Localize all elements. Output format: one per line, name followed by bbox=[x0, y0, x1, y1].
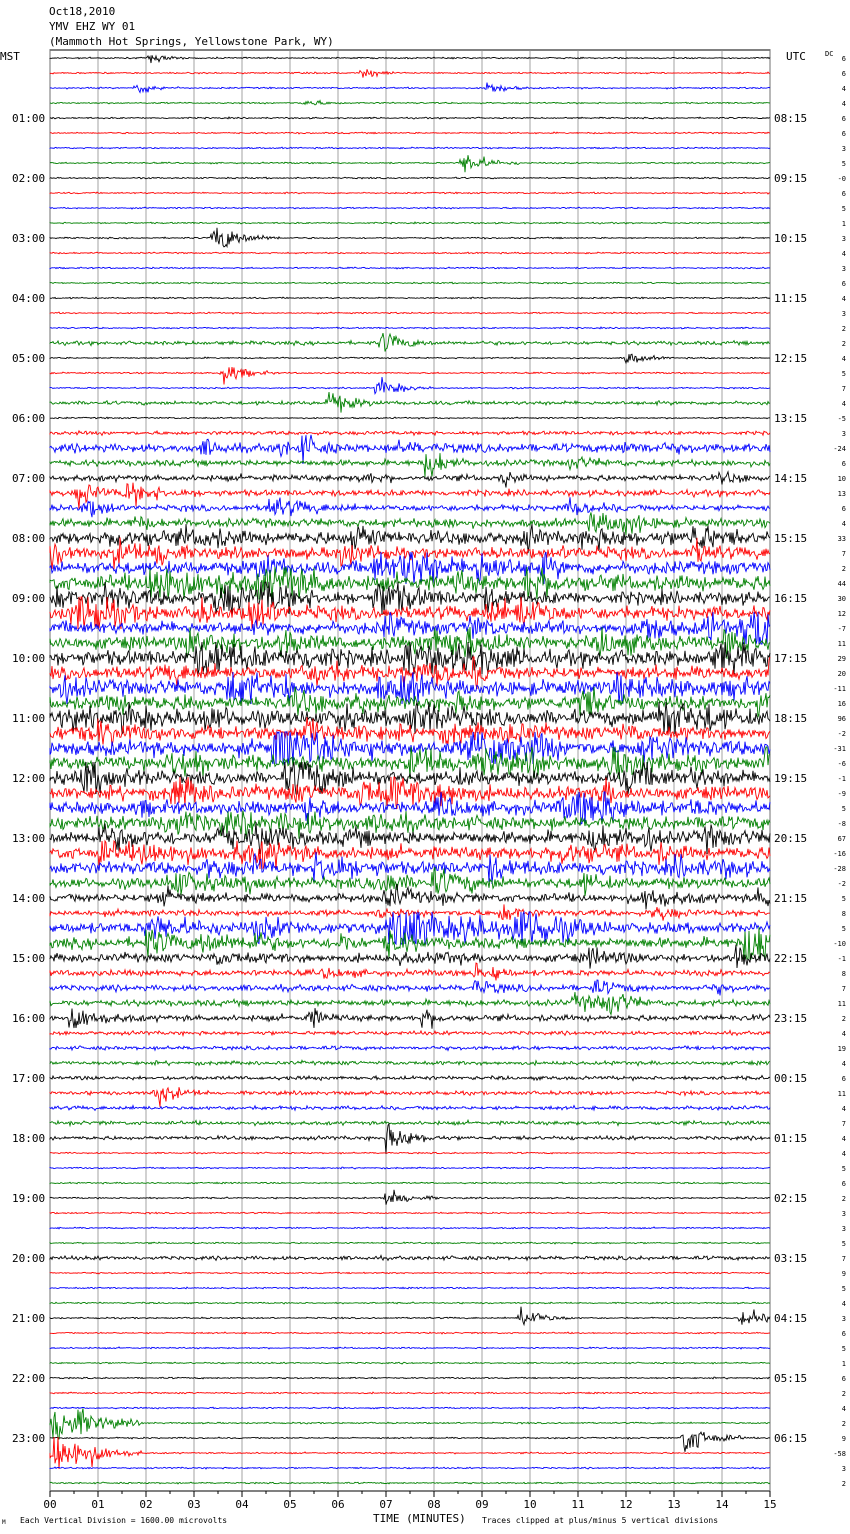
x-tick-label: 01 bbox=[91, 1498, 105, 1511]
utc-hour-label: 20:15 bbox=[774, 832, 808, 845]
dc-offset-label: 30 bbox=[837, 595, 846, 603]
utc-hour-label: 18:15 bbox=[774, 712, 808, 725]
mst-hour-label: 22:00 bbox=[12, 1372, 46, 1385]
dc-offset-label: 7 bbox=[841, 385, 846, 393]
dc-offset-label: 4 bbox=[841, 1405, 846, 1413]
scale-note: Each Vertical Division = 1600.00 microvolts bbox=[20, 1516, 228, 1525]
dc-offset-label: -16 bbox=[833, 850, 846, 858]
dc-offset-label: 4 bbox=[841, 1030, 846, 1038]
seismic-trace bbox=[50, 945, 770, 969]
dc-offset-label: 4 bbox=[841, 100, 846, 108]
utc-hour-label: 02:15 bbox=[774, 1192, 808, 1205]
mst-hour-label: 01:00 bbox=[12, 112, 46, 125]
plot-date: Oct18,2010 bbox=[49, 5, 116, 18]
utc-hour-label: 12:15 bbox=[774, 352, 808, 365]
seismic-trace bbox=[50, 1227, 770, 1229]
seismic-trace bbox=[50, 1332, 770, 1334]
mst-hour-label: 18:00 bbox=[12, 1132, 46, 1145]
mst-hour-label: 13:00 bbox=[12, 832, 46, 845]
dc-offset-label: 1 bbox=[841, 220, 846, 228]
dc-offset-label: 16 bbox=[837, 700, 846, 708]
dc-offset-label: 6 bbox=[841, 1075, 846, 1083]
dc-offset-label: 6 bbox=[841, 1180, 846, 1188]
seismic-trace bbox=[50, 497, 770, 517]
x-tick-label: 02 bbox=[139, 1498, 153, 1511]
dc-offset-label: 3 bbox=[841, 1225, 846, 1233]
seismic-trace bbox=[50, 155, 770, 172]
dc-offset-label: 8 bbox=[841, 970, 846, 978]
seismic-trace bbox=[50, 327, 770, 329]
mst-hour-label: 02:00 bbox=[12, 172, 46, 185]
x-tick-label: 09 bbox=[475, 1498, 489, 1511]
utc-hour-label: 19:15 bbox=[774, 772, 808, 785]
seismic-trace bbox=[50, 312, 770, 314]
dc-offset-label: 7 bbox=[841, 985, 846, 993]
dc-offset-label: 11 bbox=[837, 640, 846, 648]
x-tick-label: 13 bbox=[667, 1498, 681, 1511]
seismic-trace bbox=[50, 435, 770, 464]
dc-offset-label: 6 bbox=[841, 115, 846, 123]
utc-hour-label: 00:15 bbox=[774, 1072, 808, 1085]
dc-offset-label: 2 bbox=[841, 1480, 846, 1488]
seismic-trace bbox=[50, 1377, 770, 1379]
mst-hour-label: 20:00 bbox=[12, 1252, 46, 1265]
mst-hour-label: 23:00 bbox=[12, 1432, 46, 1445]
seismic-trace bbox=[50, 1031, 770, 1036]
x-tick-label: 15 bbox=[763, 1498, 777, 1511]
utc-hour-label: 01:15 bbox=[774, 1132, 808, 1145]
dc-offset-label: 9 bbox=[841, 1435, 846, 1443]
x-tick-label: 07 bbox=[379, 1498, 393, 1511]
seismic-trace bbox=[50, 55, 770, 63]
axis-labels bbox=[0, 50, 846, 1526]
seismic-trace bbox=[50, 222, 770, 224]
dc-offset-label: 96 bbox=[837, 715, 846, 723]
seismic-trace bbox=[50, 117, 770, 119]
dc-label: DC bbox=[825, 50, 834, 58]
dc-offset-label: 3 bbox=[841, 235, 846, 243]
seismic-trace bbox=[50, 963, 770, 980]
x-tick-label: 14 bbox=[715, 1498, 729, 1511]
dc-offset-label: 5 bbox=[841, 805, 846, 813]
seismic-trace bbox=[50, 297, 770, 299]
seismic-trace bbox=[50, 1046, 770, 1051]
seismic-trace bbox=[50, 69, 770, 77]
dc-offset-label: 2 bbox=[841, 1195, 846, 1203]
seismic-trace bbox=[50, 207, 770, 209]
seismic-trace bbox=[50, 147, 770, 149]
seismic-trace bbox=[50, 1408, 770, 1439]
seismic-trace bbox=[50, 1008, 770, 1029]
dc-offset-label: 3 bbox=[841, 1465, 846, 1473]
seismic-trace bbox=[50, 472, 770, 488]
dc-offset-label: 11 bbox=[837, 1090, 846, 1098]
dc-offset-label: -2 bbox=[837, 730, 846, 738]
seismic-trace bbox=[50, 841, 770, 869]
seismic-trace bbox=[50, 552, 770, 584]
mst-hour-label: 19:00 bbox=[12, 1192, 46, 1205]
dc-offset-label: 6 bbox=[841, 70, 846, 78]
utc-hour-label: 16:15 bbox=[774, 592, 808, 605]
dc-offset-label: -6 bbox=[837, 760, 846, 768]
seismic-trace bbox=[50, 1087, 770, 1107]
seismic-trace bbox=[50, 1182, 770, 1184]
x-tick-label: 12 bbox=[619, 1498, 633, 1511]
utc-hour-label: 15:15 bbox=[774, 532, 808, 545]
seismic-trace bbox=[50, 1152, 770, 1154]
mst-hour-label: 08:00 bbox=[12, 532, 46, 545]
seismic-trace bbox=[50, 267, 770, 269]
dc-offset-label: 3 bbox=[841, 265, 846, 273]
plot-location: (Mammoth Hot Springs, Yellowstone Park, WY) bbox=[49, 35, 334, 48]
dc-offset-label: 20 bbox=[837, 670, 846, 678]
seismic-trace bbox=[50, 228, 770, 247]
dc-offset-label: -8 bbox=[837, 820, 846, 828]
mst-hour-label: 12:00 bbox=[12, 772, 46, 785]
left-axis-label: MST bbox=[0, 50, 20, 63]
dc-offset-label: 6 bbox=[841, 280, 846, 288]
utc-hour-label: 17:15 bbox=[774, 652, 808, 665]
mst-hour-label: 21:00 bbox=[12, 1312, 46, 1325]
dc-offset-label: 6 bbox=[841, 130, 846, 138]
seismic-trace bbox=[50, 1060, 770, 1065]
x-tick-label: 08 bbox=[427, 1498, 441, 1511]
x-axis-label: TIME (MINUTES) bbox=[373, 1512, 466, 1525]
dc-offset-label: 8 bbox=[841, 910, 846, 918]
seismic-trace bbox=[50, 717, 770, 746]
dc-offset-label: 4 bbox=[841, 85, 846, 93]
mst-hour-label: 07:00 bbox=[12, 472, 46, 485]
clip-note: Traces clipped at plus/minus 5 vertical divisions bbox=[482, 1516, 719, 1525]
dc-offset-label: 6 bbox=[841, 1375, 846, 1383]
dc-offset-label: 2 bbox=[841, 325, 846, 333]
seismic-trace bbox=[50, 252, 770, 254]
x-tick-label: 06 bbox=[331, 1498, 345, 1511]
mst-hour-label: 14:00 bbox=[12, 892, 46, 905]
mst-hour-label: 06:00 bbox=[12, 412, 46, 425]
utc-hour-label: 05:15 bbox=[774, 1372, 808, 1385]
utc-hour-label: 03:15 bbox=[774, 1252, 808, 1265]
dc-offset-label: 6 bbox=[841, 460, 846, 468]
seismic-trace bbox=[50, 1190, 770, 1205]
right-axis-label: UTC bbox=[786, 50, 806, 63]
dc-offset-label: 5 bbox=[841, 205, 846, 213]
mst-hour-label: 03:00 bbox=[12, 232, 46, 245]
dc-offset-label: 5 bbox=[841, 1240, 846, 1248]
dc-offset-label: 5 bbox=[841, 895, 846, 903]
dc-offset-label: 5 bbox=[841, 1165, 846, 1173]
seismic-trace bbox=[50, 1256, 770, 1261]
x-tick-label: 03 bbox=[187, 1498, 201, 1511]
utc-hour-label: 14:15 bbox=[774, 472, 808, 485]
seismic-trace bbox=[50, 1482, 770, 1484]
seismic-trace bbox=[50, 1467, 770, 1469]
dc-offset-label: 5 bbox=[841, 370, 846, 378]
dc-offset-label: 1 bbox=[841, 1360, 846, 1368]
seismic-trace bbox=[50, 1076, 770, 1081]
dc-offset-label: -1 bbox=[837, 775, 846, 783]
dc-offset-label: 3 bbox=[841, 310, 846, 318]
seismic-trace bbox=[50, 1362, 770, 1364]
mst-hour-label: 04:00 bbox=[12, 292, 46, 305]
dc-offset-label: 4 bbox=[841, 520, 846, 528]
seismic-trace bbox=[50, 282, 770, 284]
dc-offset-label: 4 bbox=[841, 1105, 846, 1113]
seismic-trace bbox=[50, 1212, 770, 1214]
dc-offset-label: 3 bbox=[841, 430, 846, 438]
dc-offset-label: 7 bbox=[841, 1255, 846, 1263]
seismic-trace bbox=[50, 672, 770, 704]
seismic-trace bbox=[50, 1347, 770, 1349]
seismic-trace bbox=[50, 101, 770, 105]
plot-station: YMV EHZ WY 01 bbox=[49, 20, 136, 33]
dc-offset-label: 11 bbox=[837, 1000, 846, 1008]
seismic-trace bbox=[50, 177, 770, 179]
seismic-trace bbox=[50, 1167, 770, 1169]
dc-offset-label: 4 bbox=[841, 1135, 846, 1143]
seismic-trace bbox=[50, 367, 770, 384]
seismic-trace bbox=[50, 927, 770, 959]
dc-offset-label: -7 bbox=[837, 625, 846, 633]
dc-offset-label: 13 bbox=[837, 490, 846, 498]
seismic-trace bbox=[50, 992, 770, 1014]
dc-offset-label: -28 bbox=[833, 865, 846, 873]
seismic-trace bbox=[50, 884, 770, 909]
dc-offset-label: -31 bbox=[833, 745, 846, 753]
seismic-trace bbox=[50, 1287, 770, 1289]
seismic-trace bbox=[50, 1272, 770, 1274]
dc-offset-label: 2 bbox=[841, 1390, 846, 1398]
dc-offset-label: -11 bbox=[833, 685, 846, 693]
seismic-trace bbox=[50, 1392, 770, 1394]
utc-hour-label: 21:15 bbox=[774, 892, 808, 905]
dc-offset-label: 2 bbox=[841, 565, 846, 573]
dc-offset-label: 44 bbox=[837, 580, 846, 588]
dc-offset-label: 4 bbox=[841, 295, 846, 303]
dc-offset-label: 5 bbox=[841, 1345, 846, 1353]
seismic-trace bbox=[50, 333, 770, 351]
mst-hour-label: 05:00 bbox=[12, 352, 46, 365]
logo-mark: M bbox=[2, 1519, 6, 1526]
mst-hour-label: 17:00 bbox=[12, 1072, 46, 1085]
dc-offset-label: 19 bbox=[837, 1045, 846, 1053]
utc-hour-label: 06:15 bbox=[774, 1432, 808, 1445]
dc-offset-label: -0 bbox=[837, 175, 846, 183]
dc-offset-label: 4 bbox=[841, 250, 846, 258]
dc-offset-label: 29 bbox=[837, 655, 846, 663]
seismic-trace bbox=[50, 777, 770, 809]
utc-hour-label: 23:15 bbox=[774, 1012, 808, 1025]
utc-hour-label: 13:15 bbox=[774, 412, 808, 425]
seismic-trace bbox=[50, 83, 770, 93]
seismic-trace bbox=[50, 1120, 770, 1126]
x-tick-label: 05 bbox=[283, 1498, 297, 1511]
seismic-trace bbox=[50, 377, 770, 394]
seismic-trace bbox=[50, 1124, 770, 1154]
dc-offset-label: -9 bbox=[837, 790, 846, 798]
seismic-trace bbox=[50, 132, 770, 134]
seismic-trace bbox=[50, 1307, 770, 1325]
dc-offset-label: 5 bbox=[841, 925, 846, 933]
dc-offset-label: 4 bbox=[841, 1150, 846, 1158]
seismic-trace bbox=[50, 1106, 770, 1111]
dc-offset-label: 6 bbox=[841, 505, 846, 513]
dc-offset-label: 4 bbox=[841, 355, 846, 363]
x-tick-label: 10 bbox=[523, 1498, 537, 1511]
dc-offset-label: -58 bbox=[833, 1450, 846, 1458]
seismic-trace bbox=[50, 512, 770, 535]
dc-offset-label: 6 bbox=[841, 190, 846, 198]
utc-hour-label: 04:15 bbox=[774, 1312, 808, 1325]
dc-offset-label: 6 bbox=[841, 1330, 846, 1338]
dc-offset-label: 5 bbox=[841, 160, 846, 168]
seismic-trace bbox=[50, 1302, 770, 1304]
x-tick-label: 04 bbox=[235, 1498, 249, 1511]
utc-hour-label: 10:15 bbox=[774, 232, 808, 245]
utc-hour-label: 09:15 bbox=[774, 172, 808, 185]
dc-offset-label: -10 bbox=[833, 940, 846, 948]
seismic-trace bbox=[50, 417, 770, 419]
mst-hour-label: 15:00 bbox=[12, 952, 46, 965]
seismic-trace bbox=[50, 192, 770, 194]
dc-offset-label: -5 bbox=[837, 415, 846, 423]
mst-hour-label: 09:00 bbox=[12, 592, 46, 605]
dc-offset-label: 67 bbox=[837, 835, 846, 843]
dc-offset-label: 2 bbox=[841, 1420, 846, 1428]
seismic-trace bbox=[50, 1437, 770, 1469]
mst-hour-label: 10:00 bbox=[12, 652, 46, 665]
seismic-trace bbox=[50, 354, 770, 363]
seismic-trace bbox=[50, 392, 770, 413]
dc-offset-label: 5 bbox=[841, 1285, 846, 1293]
dc-offset-label: 2 bbox=[841, 1015, 846, 1023]
dc-offset-label: 7 bbox=[841, 1120, 846, 1128]
dc-offset-label: 10 bbox=[837, 475, 846, 483]
dc-offset-label: -1 bbox=[837, 955, 846, 963]
mst-hour-label: 16:00 bbox=[12, 1012, 46, 1025]
seismic-trace bbox=[50, 483, 770, 509]
dc-offset-label: 12 bbox=[837, 610, 846, 618]
dc-offset-label: -24 bbox=[833, 445, 846, 453]
seismic-traces bbox=[50, 55, 770, 1484]
dc-offset-label: 4 bbox=[841, 1060, 846, 1068]
seismic-trace bbox=[50, 1407, 770, 1409]
dc-offset-label: 3 bbox=[841, 1210, 846, 1218]
x-tick-label: 00 bbox=[43, 1498, 57, 1511]
dc-offset-label: 2 bbox=[841, 340, 846, 348]
utc-hour-label: 22:15 bbox=[774, 952, 808, 965]
seismic-trace bbox=[50, 431, 770, 436]
seismic-trace bbox=[50, 1242, 770, 1244]
seismic-trace bbox=[50, 1432, 770, 1452]
dc-offset-label: -2 bbox=[837, 880, 846, 888]
x-tick-label: 11 bbox=[571, 1498, 585, 1511]
dc-offset-label: 33 bbox=[837, 535, 846, 543]
utc-hour-label: 11:15 bbox=[774, 292, 808, 305]
dc-offset-label: 6 bbox=[841, 55, 846, 63]
mst-hour-label: 11:00 bbox=[12, 712, 46, 725]
dc-offset-label: 4 bbox=[841, 1300, 846, 1308]
dc-offset-label: 7 bbox=[841, 550, 846, 558]
seismic-trace bbox=[50, 980, 770, 995]
dc-offset-label: 9 bbox=[841, 1270, 846, 1278]
utc-hour-label: 08:15 bbox=[774, 112, 808, 125]
seismic-trace bbox=[50, 453, 770, 477]
dc-offset-label: 3 bbox=[841, 1315, 846, 1323]
dc-offset-label: 3 bbox=[841, 145, 846, 153]
dc-offset-label: 4 bbox=[841, 400, 846, 408]
seismic-trace bbox=[50, 702, 770, 734]
